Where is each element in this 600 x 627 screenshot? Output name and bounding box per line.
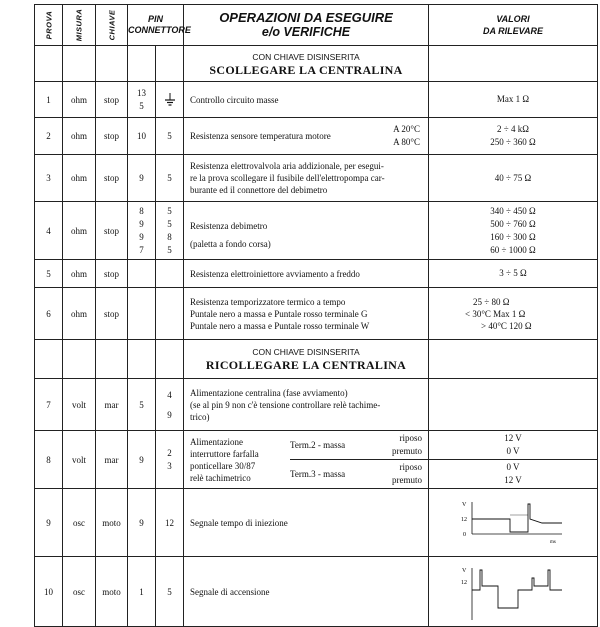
section-reconnect-title: CON CHIAVE DISINSERITA RICOLLEGARE LA CENTRALINA	[184, 340, 429, 379]
svg-text:0: 0	[463, 531, 466, 538]
table-row: 6 ohm stop Resistenza temporizzatore termico a tempo Puntale nero a massa e Puntale rosso terminale G Puntale nero a massa e Puntale rosso terminale W 25 ÷ 80 Ω < 30°C Max 1 Ω > 40°C 120 Ω	[35, 288, 598, 340]
header-row	[35, 5, 598, 46]
ground-icon	[164, 93, 176, 107]
col-prova-header: PROVA	[35, 5, 63, 46]
test-table	[34, 4, 598, 627]
table-row: 4 ohm stop 8 9 9 7 5 5 8 5 Resistenza debimetro (paletta a fondo corsa) 340 ÷ 450 Ω 500 ÷ 760 Ω 160 ÷ 300 Ω 60 ÷ 1000 Ω	[35, 202, 598, 260]
injection-scope-icon	[458, 498, 568, 548]
svg-text:ms: ms	[550, 539, 556, 545]
table-row: 5 ohm stop Resistenza elettroiniettore avviamento a freddo 3 ÷ 5 Ω	[35, 260, 598, 288]
col-values-header: VALORI DA RILEVARE	[429, 5, 598, 46]
section-reconnect-row	[35, 340, 598, 379]
section-disconnect-row	[35, 46, 598, 82]
col-chiave-header: CHIAVE	[96, 5, 128, 46]
table-row: 3 ohm stop 9 5 Resistenza elettrovalvola aria addizionale, per esegui- re la prova scollegare il fusibile dell'elettropompa car- burante ed il connettore del debimetro 40 ÷ 75 Ω	[35, 155, 598, 202]
col-operations-header: OPERAZIONI DA ESEGUIRE e/o VERIFICHE	[184, 5, 429, 46]
col-pin-header: PIN CONNETTORE	[128, 5, 184, 46]
table-row: 9 osc moto 9 12 Segnale tempo di iniezione V 12 0 ms	[35, 489, 598, 557]
svg-text:12: 12	[461, 579, 467, 586]
svg-text:V: V	[462, 567, 467, 574]
table-row: 2 ohm stop 10 5 Resistenza sensore temperatura motore A 20°C A 80°C 2 ÷ 4 kΩ 250 ÷ 360 Ω	[35, 118, 598, 155]
table-row: 7 volt mar 5 4 9 Alimentazione centralina (fase avviamento) (se al pin 9 non c'è tensione controllare relè tachime- trico)	[35, 379, 598, 431]
section-disconnect-title: CON CHIAVE DISINSERITA SCOLLEGARE LA CENTRALINA	[184, 46, 429, 82]
ignition-scope-icon	[458, 564, 568, 620]
table-row: 8 volt mar 9 2 3 Alimentazione interruttore farfalla ponticellare 30/87 relè tachimetrico Term.2 - massa riposo premuto Term.3 - massa riposo premuto 12 V 0 V 0 V 12 V	[35, 431, 598, 489]
table-row: 10 osc moto 1 5 Segnale di accensione V 12	[35, 557, 598, 627]
table-row: 1 ohm stop 13 5 Controllo circuito masse Max 1 Ω	[35, 82, 598, 118]
svg-text:12: 12	[461, 516, 467, 523]
col-misura-header: MISURA	[63, 5, 96, 46]
svg-text:V: V	[462, 501, 467, 508]
